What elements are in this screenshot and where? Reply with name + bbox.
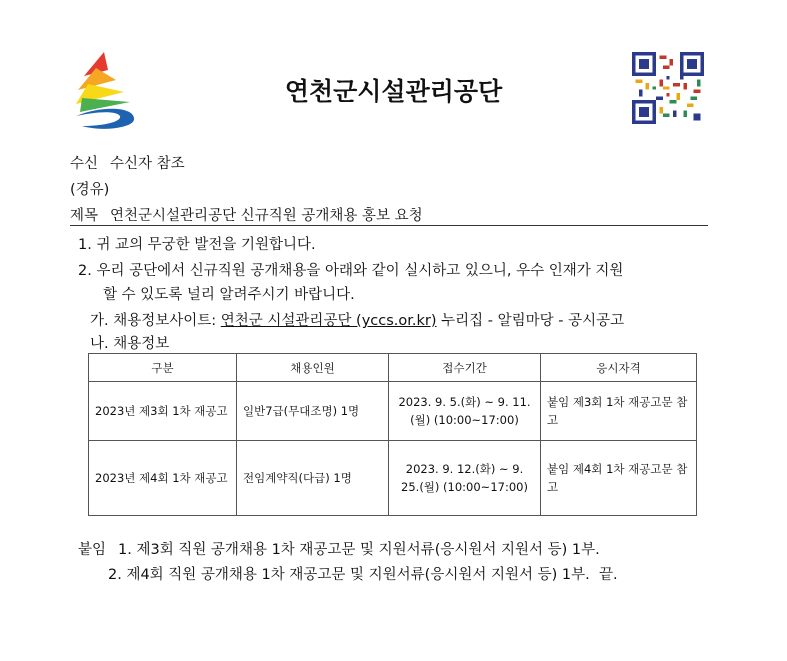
- col-header-headcount: 채용인원: [237, 354, 389, 382]
- attachment-line-1: [78, 538, 600, 559]
- subject-label: 제목: [70, 208, 99, 224]
- attachment-line-2: [108, 563, 618, 584]
- table-row: [89, 441, 697, 516]
- table-cell: 붙임 제4회 1차 재공고문 참고: [541, 441, 697, 516]
- table-cell: 붙임 제3회 1차 재공고문 참고: [541, 382, 697, 441]
- recipient-label: 수신: [70, 156, 99, 172]
- recruit-site-link[interactable]: 연천군 시설관리공단 (yccs.or.kr): [220, 313, 437, 329]
- body-item-1: 1. 귀 교의 무궁한 발전을 기원합니다.: [78, 237, 316, 253]
- recruitment-table: [88, 353, 697, 516]
- body-sub-a: [90, 309, 624, 330]
- table-cell: 2023년 제3회 1차 재공고: [89, 382, 237, 441]
- table-cell: 2023년 제4회 1차 재공고: [89, 441, 237, 516]
- table-header-row: [89, 354, 697, 382]
- table-cell: 2023. 9. 12.(화) ~ 9. 25.(월) (10:00~17:00): [389, 441, 541, 516]
- body-sub-b: 나. 채용정보: [90, 336, 170, 352]
- attachment-item-1: 1. 제3회 직원 공개채용 1차 재공고문 및 지원서류(응시원서 지원서 등) 1부.: [118, 542, 600, 558]
- table-row: [89, 382, 697, 441]
- end-mark: 끝.: [598, 567, 618, 583]
- recipient-line: [70, 152, 185, 173]
- col-header-period: 접수기간: [389, 354, 541, 382]
- subject-line: [70, 204, 423, 225]
- sub-a-prefix: 가. 채용정보사이트:: [90, 313, 221, 329]
- attachment-label: 붙임: [78, 542, 107, 558]
- sub-a-suffix: 누리집 - 알림마당 - 공시공고: [436, 313, 625, 329]
- header-divider: [70, 225, 708, 226]
- recipient-value: 수신자 참조: [110, 156, 185, 172]
- qr-code: [632, 52, 704, 124]
- table-cell: 2023. 9. 5.(화) ~ 9. 11.(월) (10:00~17:00): [389, 382, 541, 441]
- body-item-2-line-2: 할 수 있도록 널리 알려주시기 바랍니다.: [103, 287, 355, 303]
- subject-value: 연천군시설관리공단 신규직원 공개채용 홍보 요청: [110, 208, 423, 224]
- table-cell: 전임계약직(다급) 1명: [237, 441, 389, 516]
- org-title: 연천군시설관리공단: [284, 77, 503, 106]
- col-header-qualification: 응시자격: [541, 354, 697, 382]
- table-cell: 일반7급(무대조명) 1명: [237, 382, 389, 441]
- attachment-item-2: 2. 제4회 직원 공개채용 1차 재공고문 및 지원서류(응시원서 지원서 등) 1부.: [108, 567, 590, 583]
- col-header-category: 구분: [89, 354, 237, 382]
- via-line: (경유): [70, 182, 110, 198]
- body-item-2-line-1: 2. 우리 공단에서 신규직원 공개채용을 아래와 같이 실시하고 있으니, 우수 인재가 지원: [78, 263, 624, 279]
